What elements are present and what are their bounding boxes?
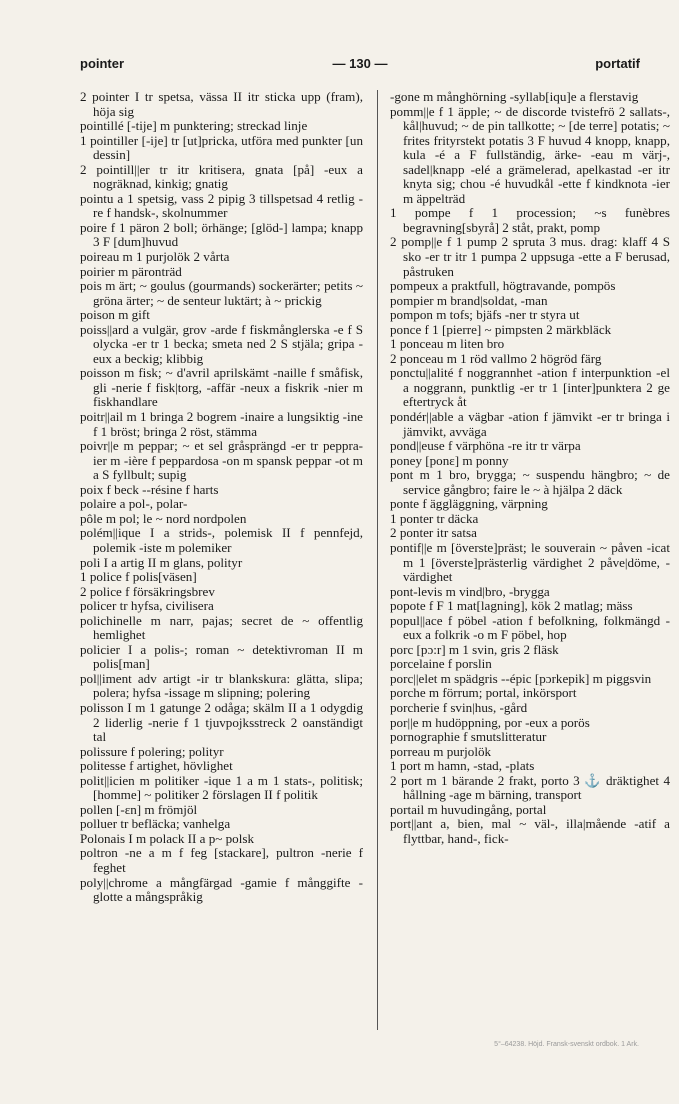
dictionary-entry: pointillé [-tije] m punktering; streckad linje bbox=[80, 118, 308, 134]
dictionary-entry: 2 pointill||er tr itr kritisera, gnata [på] -eux a nogräknad, kinkig; gnatig bbox=[80, 161, 363, 192]
column-divider bbox=[377, 90, 378, 1030]
dictionary-entry: ponce f 1 [pierre] ~ pimpsten 2 märkbläck bbox=[390, 321, 612, 337]
dictionary-entry: 2 ponceau m 1 röd vallmo 2 högröd färg bbox=[390, 350, 602, 366]
dictionary-entry: 1 pompe f 1 procession; ~s funèbres begravning[sbyrå] 2 ståt, prakt, pomp bbox=[390, 205, 670, 235]
dictionary-entry: 2 pointer I tr spetsa, vässa II itr sticka upp (fram), höja sig bbox=[80, 89, 363, 119]
dictionary-entry: pol||iment adv artigt -ir tr blankskura: glätta, slipa; polera; hyfsa -issage m slipning; polering bbox=[80, 670, 363, 701]
dictionary-entry: poitr||ail m 1 bringa 2 bogrem -inaire a lungsiktig -ine f 1 bröst; bringa 2 röst, stämma bbox=[80, 409, 363, 439]
dictionary-entry: 1 ponter tr däcka bbox=[390, 510, 479, 526]
dictionary-entry: poire f 1 päron 2 boll; örhänge; [glöd-] lampa; knapp 3 F [dum]huvud bbox=[80, 219, 363, 250]
dictionary-entry: poireau m 1 purjolök 2 vårta bbox=[80, 249, 230, 265]
dictionary-entry: ponte f äggläggning, värpning bbox=[390, 496, 548, 512]
dictionary-entry: pont-levis m vind|bro, -brygga bbox=[390, 583, 550, 599]
dictionary-entry: pointu a 1 spetsig, vass 2 pipig 3 tillspetsad 4 retlig -re f handsk-, skolnummer bbox=[80, 190, 363, 221]
dictionary-entry: 2 pomp||e f 1 pump 2 spruta 3 mus. drag: klaff 4 S sko -er tr itr 1 pumpa 2 uppsuga -ette a F berusad, påstruken bbox=[390, 234, 670, 279]
dictionary-entry: pont m 1 bro, brygga; ~ suspendu hängbro; ~ de service gångbro; faire le ~ à hjälpa 2 däck bbox=[390, 467, 670, 497]
dictionary-entry: poivr||e m peppar; ~ et sel gråsprängd -er tr peppra-ier m -ière f peppardosa -on m spansk peppar -ot m a S fyllbult; supig bbox=[80, 438, 363, 483]
dictionary-entry: poltron -ne a m f feg [stackare], pultron -nerie f feghet bbox=[80, 845, 363, 875]
dictionary-entry: pompier m brand|soldat, -man bbox=[390, 292, 548, 308]
dictionary-entry: ponctu||alité f noggrannhet -ation f interpunktion -el a noggrann, punktlig -er tr 1 [inter]punktera 2 ge eftertryck åt bbox=[390, 365, 670, 410]
dictionary-entry: porc [pɔ:r] m 1 svin, gris 2 fläsk bbox=[390, 641, 559, 657]
dictionary-entry: poison m gift bbox=[80, 307, 150, 323]
dictionary-entry: poney [ponɛ] m ponny bbox=[390, 452, 509, 468]
dictionary-entry: pondér||able a vägbar -ation f jämvikt -er tr bringa i jämvikt, avväga bbox=[390, 409, 670, 439]
dictionary-entry: 2 port m 1 bärande 2 frakt, porto 3 ⚓ dräktighet 4 hållning -age m bärning, transport bbox=[390, 772, 670, 803]
dictionary-entry: por||e m hudöppning, por -eux a porös bbox=[390, 714, 590, 730]
dictionary-entry: politesse f artighet, hövlighet bbox=[80, 758, 233, 774]
dictionary-entry: poisson m fisk; ~ d'avril aprilskämt -naille f småfisk, gli -nerie f fisk|torg, -affär -neux a fiskrik -nier m fiskhandlare bbox=[80, 365, 363, 410]
dictionary-entry: pomm||e f 1 äpple; ~ de discorde tvistefrö 2 sallats-, kål|huvud; ~ de pin tallkotte; ~ [de terre] potatis; ~ frites frityrstekt potatis 3 F huvud 4 knopp, knapp, kula -é a F fullständig, ärke- -eau m värj-, sadel|knapp -elé a grämelerad, apelkastad -er itr knyta sig; chou -é huvudkål -ette f kindknota -ier m äppelträd bbox=[390, 103, 670, 206]
dictionary-entry: polluer tr befläcka; vanhelga bbox=[80, 816, 231, 832]
dictionary-entry: 2 police f försäkringsbrev bbox=[80, 583, 215, 599]
page-header bbox=[80, 56, 640, 76]
dictionary-entry: popote f F 1 mat[lagning], kök 2 matlag; mäss bbox=[390, 598, 633, 614]
dictionary-entry: porreau m purjolök bbox=[390, 743, 492, 759]
left-column bbox=[80, 90, 363, 905]
dictionary-entry: pôle m pol; le ~ nord nordpolen bbox=[80, 510, 247, 526]
dictionary-entry: Polonais I m polack II a p~ polsk bbox=[80, 830, 255, 846]
dictionary-entry: porc||elet m spädgris --épic [pɔrkepik] m piggsvin bbox=[390, 670, 652, 686]
dictionary-entry: polisson I m 1 gatunge 2 odåga; skälm II a 1 odygdig 2 liderlig -nerie f 1 tjuvpojksstreck 2 oanständigt tal bbox=[80, 699, 363, 745]
header-left-word: pointer bbox=[80, 56, 125, 71]
dictionary-entry: pollen [-ɛn] m frömjöl bbox=[80, 801, 198, 817]
print-footer: 5°–64238. Höjd. Fransk-svenskt ordbok. 1 Ark. bbox=[494, 1041, 639, 1048]
dictionary-entry: pompeux a praktfull, högtravande, pompös bbox=[390, 278, 616, 294]
dictionary-entry: pontif||e m [överste]präst; le souverain ~ påven -icat m 1 [överste]prästerlig värdighet 2 påve|döme, -värdighet bbox=[390, 539, 670, 585]
header-right-word: portatif bbox=[595, 56, 640, 71]
dictionary-entry: polit||icien m politiker -ique 1 a m 1 stats-, politisk; [homme] ~ politiker 2 förslagen II f politik bbox=[80, 772, 363, 803]
dictionary-entry: poix f beck --résine f harts bbox=[80, 481, 219, 497]
dictionary-entry: policier I a polis-; roman ~ detektivroman II m polis[man] bbox=[80, 641, 363, 672]
right-column bbox=[390, 90, 670, 846]
dictionary-entry: 1 pointiller [-ije] tr [ut]pricka, utföra med punkter [un dessin] bbox=[80, 132, 363, 163]
dictionary-entry: pois m ärt; ~ goulus (gourmands) sockerärter; petits ~ gröna ärter; ~ de senteur luktärt; à ~ prickig bbox=[80, 278, 363, 308]
dictionary-entry: poiss||ard a vulgär, grov -arde f fiskmånglerska -e f S olycka -er tr 1 becka; smeta ned 2 S stjäla; gripa -eux a beckig; klibbig bbox=[80, 321, 363, 366]
dictionary-entry: porcherie f svin|hus, -gård bbox=[390, 699, 528, 715]
dictionary-entry: polaire a pol-, polar- bbox=[80, 496, 188, 512]
dictionary-entry: policer tr hyfsa, civilisera bbox=[80, 598, 214, 614]
dictionary-entry: polém||ique I a strids-, polemisk II f pennfejd, polemik -iste m polemiker bbox=[80, 525, 363, 555]
dictionary-entry: popul||ace f pöbel -ation f befolkning, folkmängd -eux a folkrik -o m F pöbel, hop bbox=[390, 612, 670, 643]
dictionary-entry: poirier m päronträd bbox=[80, 263, 182, 279]
page-number: — 130 — bbox=[332, 56, 388, 71]
dictionary-entry: 2 ponter itr satsa bbox=[390, 525, 477, 541]
dictionary-entry: pompon m tofs; bjäfs -ner tr styra ut bbox=[390, 307, 580, 323]
dictionary-entry: pond||euse f värphöna -re itr tr värpa bbox=[390, 438, 581, 454]
dictionary-entry: porcelaine f porslin bbox=[390, 656, 492, 672]
dictionary-entry: port||ant a, bien, mal ~ väl-, illa|mående -atif a flyttbar, hand-, fick- bbox=[390, 816, 670, 846]
dictionary-entry: porche m förrum; portal, inkörsport bbox=[390, 685, 577, 701]
dictionary-entry: polissure f polering; polityr bbox=[80, 743, 224, 759]
dictionary-entry: -gone m månghörning -syllab[iqu]e a flerstavig bbox=[390, 89, 639, 104]
dictionary-entry: 1 ponceau m liten bro bbox=[390, 336, 505, 352]
dictionary-entry: polichinelle m narr, pajas; secret de ~ offentlig hemlighet bbox=[80, 612, 363, 643]
dictionary-entry: poly||chrome a mångfärgad -gamie f månggifte -glotte a mångspråkig bbox=[80, 874, 363, 905]
dictionary-entry: 1 police f polis[väsen] bbox=[80, 569, 197, 585]
dictionary-entry: poli I a artig II m glans, polityr bbox=[80, 554, 243, 570]
dictionary-entry: 1 port m hamn, -stad, -plats bbox=[390, 758, 535, 774]
dictionary-entry: portail m huvudingång, portal bbox=[390, 801, 547, 817]
dictionary-entry: pornographie f smutslitteratur bbox=[390, 729, 547, 745]
